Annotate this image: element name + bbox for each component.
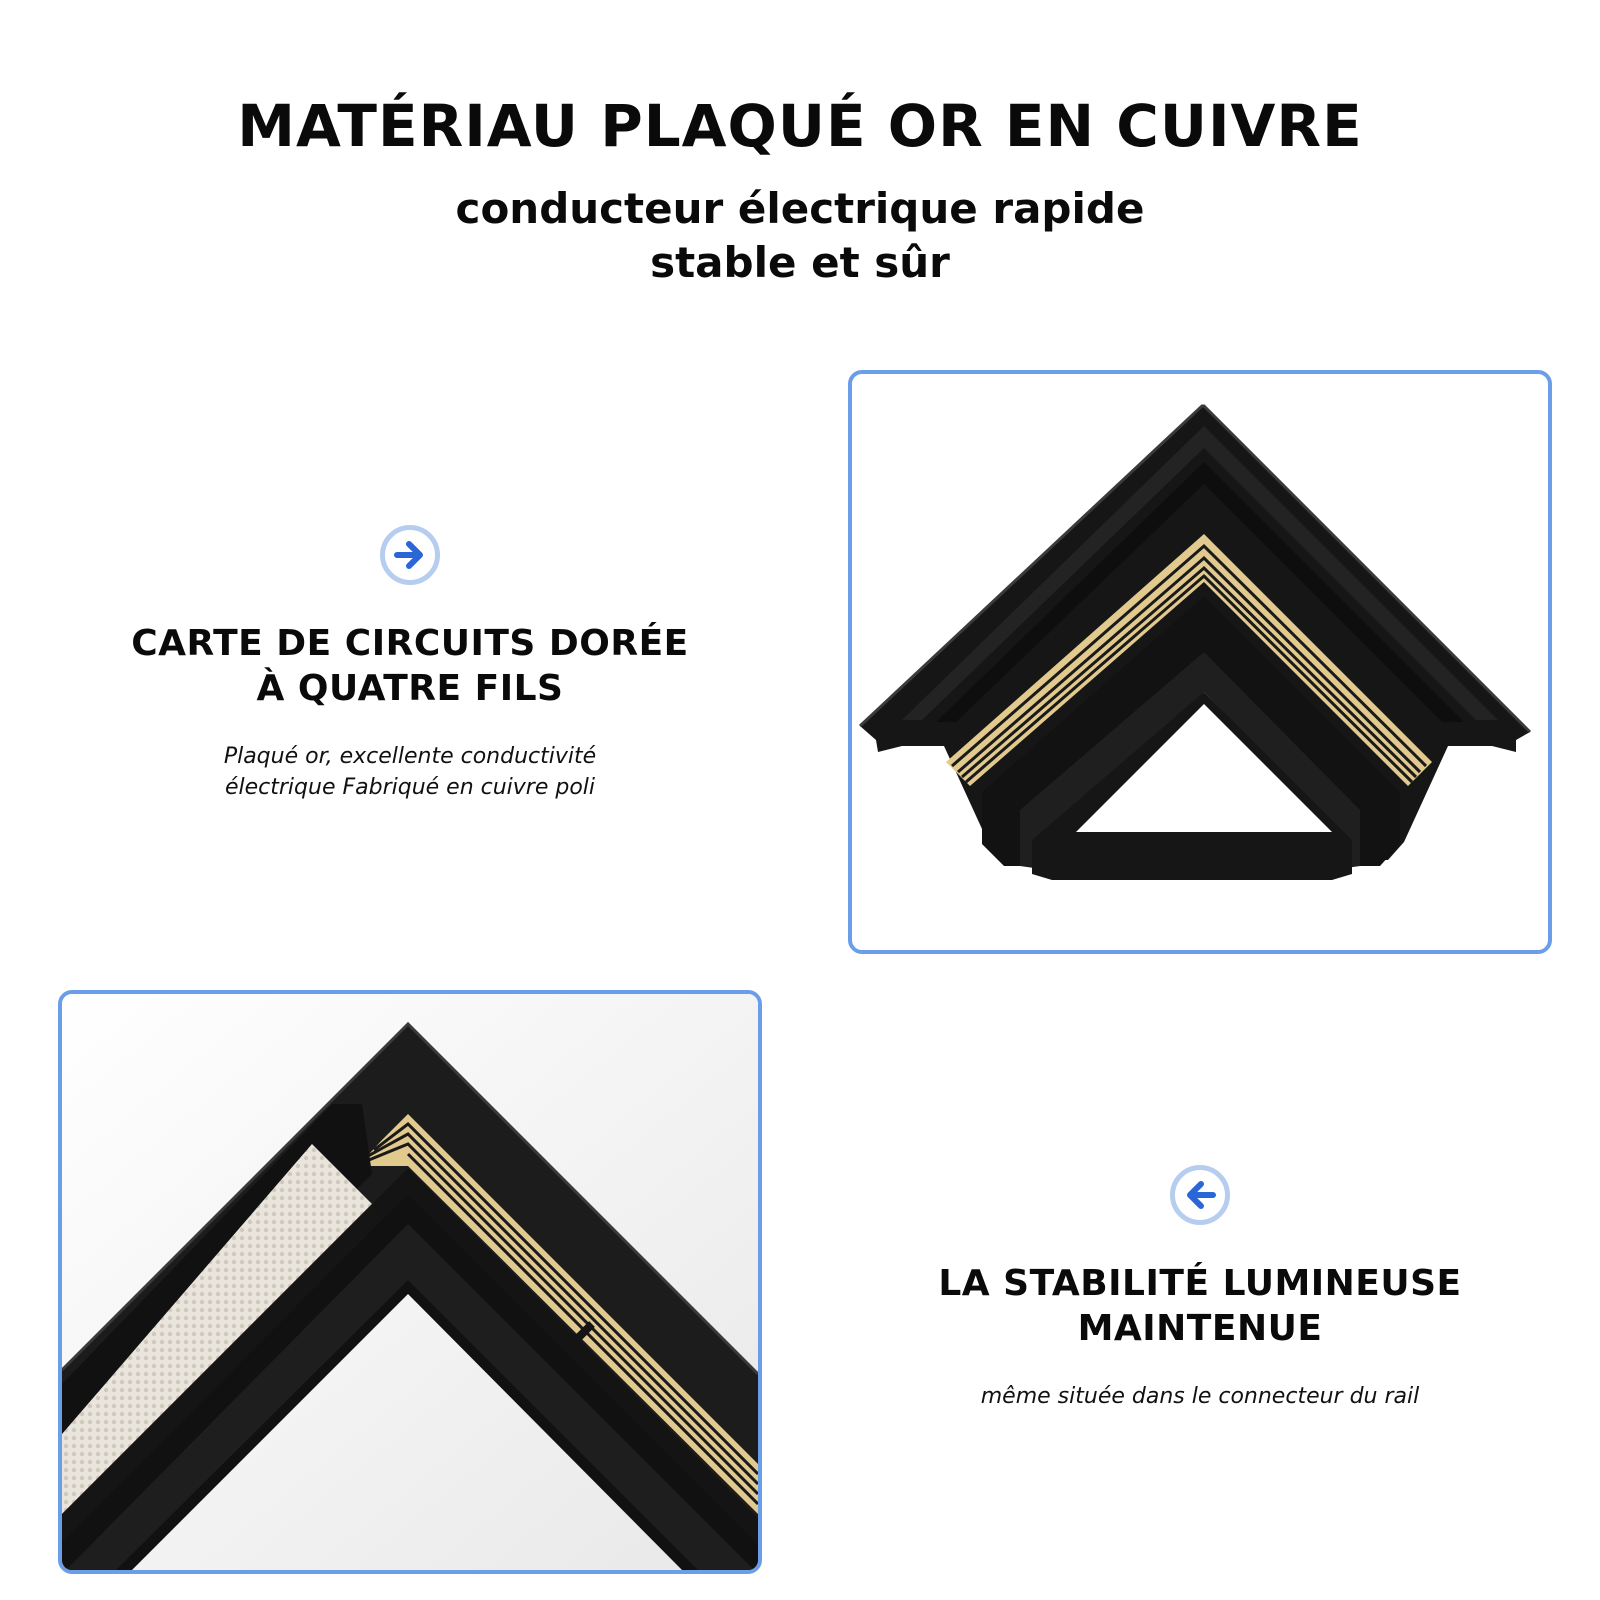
feature-heading-line-2: MAINTENUE — [1077, 1308, 1323, 1349]
page-title: MATÉRIAU PLAQUÉ OR EN CUIVRE — [237, 92, 1363, 160]
feature-description-line-1: même située dans le connecteur du rail — [980, 1384, 1420, 1409]
page-subtitle — [0, 182, 1600, 290]
feature-heading-line-2: À QUATRE FILS — [256, 668, 564, 709]
subtitle-line-2: stable et sûr — [650, 238, 950, 287]
corner-connector-illustration — [852, 374, 1548, 950]
feature-description-line-1: Plaqué or, excellente conductivité — [223, 744, 597, 769]
feature-heading — [880, 1261, 1520, 1351]
corner-connector-image — [848, 370, 1552, 954]
arrow-left-icon — [1170, 1165, 1230, 1225]
feature-heading-line-1: CARTE DE CIRCUITS DORÉE — [131, 623, 689, 664]
feature-light-stability — [880, 1165, 1520, 1412]
feature-heading-line-1: LA STABILITÉ LUMINEUSE — [938, 1263, 1462, 1304]
subtitle-line-1: conducteur électrique rapide — [455, 184, 1145, 233]
feature-gold-circuit — [100, 525, 720, 803]
feature-heading — [100, 621, 720, 711]
arrow-right-icon — [380, 525, 440, 585]
feature-description — [880, 1381, 1520, 1412]
feature-description — [100, 741, 720, 803]
feature-description-line-2: électrique Fabriqué en cuivre poli — [224, 775, 596, 800]
rail-light-illustration — [62, 994, 758, 1570]
rail-light-image — [58, 990, 762, 1574]
